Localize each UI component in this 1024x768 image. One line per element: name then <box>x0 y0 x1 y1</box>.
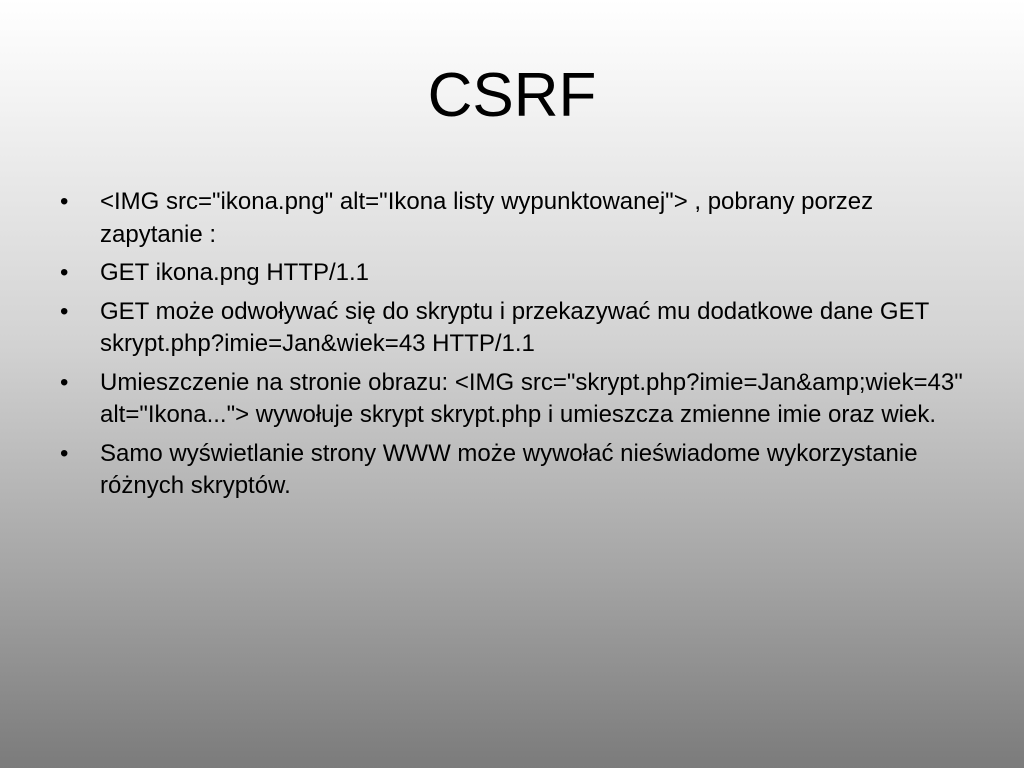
bullet-item <box>56 367 966 432</box>
bullet-icon: • <box>60 297 69 325</box>
bullet-text: GET ikona.png HTTP/1.1 <box>100 259 370 286</box>
bullet-item <box>56 186 966 251</box>
slide-title: CSRF <box>427 61 597 130</box>
bullet-icon: • <box>60 188 69 215</box>
bullet-text: Umieszczenie na stronie obrazu: <IMG src="skrypt.php?imie=Jan&amp;wiek=43" alt="Ikona..."> wywołuje skrypt skrypt.php i umieszcza zmienne imie oraz wiek. <box>100 368 963 428</box>
bullet-text: <IMG src="ikona.png" alt="Ikona listy wypunktowanej"> , pobrany porzez zapytanie : <box>100 188 874 248</box>
bullet-icon: • <box>60 259 69 286</box>
bullet-text: Samo wyświetlanie strony WWW może wywołać nieświadome wykorzystanie różnych skryptów. <box>100 439 918 499</box>
bullet-item <box>56 296 966 361</box>
bullet-item <box>56 257 966 290</box>
bullet-list <box>56 186 966 509</box>
bullet-item <box>56 438 966 503</box>
bullet-icon: • <box>60 368 69 396</box>
bullet-text: GET może odwoływać się do skryptu i przekazywać mu dodatkowe dane GET skrypt.php?imie=Jan&wiek=43 HTTP/1.1 <box>100 297 929 357</box>
bullet-icon: • <box>60 439 69 467</box>
